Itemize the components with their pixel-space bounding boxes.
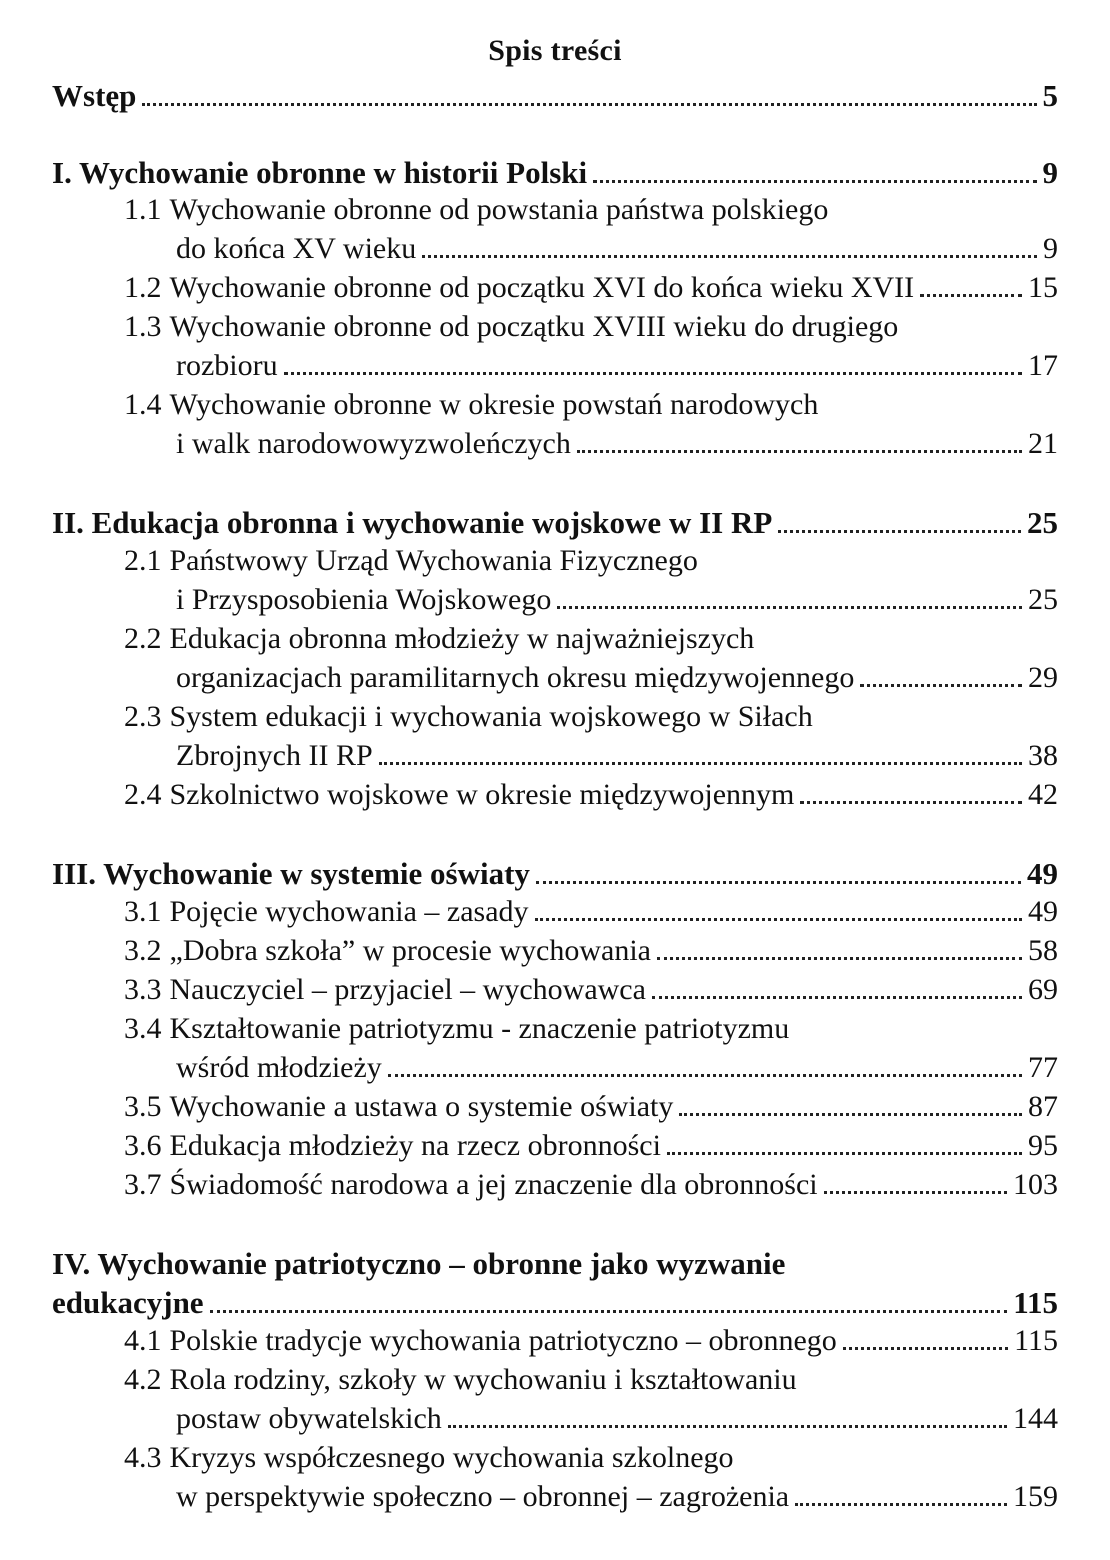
toc-section-2-1-cont bbox=[176, 583, 1058, 621]
section-label-line1: Kształtowanie patriotyzmu - znaczenie patriotyzmu bbox=[169, 1012, 790, 1045]
section-page-number: 77 bbox=[1028, 1051, 1058, 1084]
chapter-label: I. Wychowanie obronne w historii Polski bbox=[52, 155, 588, 190]
section-label-line2: organizacjach paramilitarnych okresu międzywojennego bbox=[176, 661, 855, 694]
section-page-number: 17 bbox=[1028, 349, 1058, 382]
section-page-number: 144 bbox=[1013, 1402, 1058, 1435]
dot-leader bbox=[379, 758, 1022, 765]
section-label: „Dobra szkoła” w procesie wychowania bbox=[169, 934, 651, 967]
section-page-number: 58 bbox=[1028, 934, 1058, 967]
section-page-number: 38 bbox=[1028, 739, 1058, 772]
section-page-number: 9 bbox=[1043, 232, 1058, 265]
section-number: 4.1 bbox=[124, 1324, 162, 1357]
dot-leader bbox=[800, 797, 1022, 804]
dot-leader bbox=[679, 1109, 1022, 1116]
dot-leader bbox=[388, 1070, 1022, 1077]
section-number: 2.4 bbox=[124, 778, 162, 811]
section-number: 2.2 bbox=[124, 622, 162, 655]
section-number: 3.7 bbox=[124, 1168, 162, 1201]
section-page-number: 21 bbox=[1028, 427, 1058, 460]
section-page-number: 25 bbox=[1028, 583, 1058, 616]
section-label: Pojęcie wychowania – zasady bbox=[169, 895, 529, 928]
entry-page-number: 5 bbox=[1042, 78, 1058, 113]
toc-chapter-4-cont bbox=[52, 1285, 1058, 1323]
toc-section-4-3-cont bbox=[176, 1480, 1058, 1518]
toc-section-1-2 bbox=[124, 271, 1058, 309]
section-number: 2.1 bbox=[124, 544, 162, 577]
section-number: 3.4 bbox=[124, 1012, 162, 1045]
section-label-line1: Kryzys współczesnego wychowania szkolnego bbox=[169, 1441, 734, 1474]
toc-section-3-1 bbox=[124, 895, 1058, 933]
toc-section-4-1 bbox=[124, 1324, 1058, 1362]
toc-chapter-3 bbox=[52, 856, 1058, 894]
section-number: 1.3 bbox=[124, 310, 162, 343]
section-label-line2: do końca XV wieku bbox=[176, 232, 417, 265]
toc-section-4-2 bbox=[124, 1363, 1058, 1401]
dot-leader bbox=[843, 1343, 1008, 1350]
section-label-line2: Zbrojnych II RP bbox=[176, 739, 373, 772]
dot-leader bbox=[824, 1187, 1007, 1194]
dot-leader bbox=[652, 992, 1022, 999]
toc-section-1-1 bbox=[124, 193, 1058, 231]
toc-section-1-3 bbox=[124, 310, 1058, 348]
section-label-line1: Edukacja obronna młodzieży w najważniejszych bbox=[169, 622, 755, 655]
toc-section-3-5 bbox=[124, 1090, 1058, 1128]
section-label-line2: w perspektywie społeczno – obronnej – zagrożenia bbox=[176, 1480, 790, 1513]
section-page-number: 115 bbox=[1014, 1324, 1058, 1357]
section-label-line1: Wychowanie obronne od początku XVIII wieku do drugiego bbox=[169, 310, 899, 343]
section-label: Świadomość narodowa a jej znaczenie dla obronności bbox=[169, 1168, 818, 1201]
chapter-page-number: 25 bbox=[1027, 505, 1058, 540]
dot-leader bbox=[860, 680, 1022, 687]
section-label-line1: Rola rodziny, szkoły w wychowaniu i kształtowaniu bbox=[169, 1363, 797, 1396]
dot-leader bbox=[795, 1499, 1007, 1506]
chapter-page-number: 115 bbox=[1013, 1285, 1058, 1320]
toc-chapter-1 bbox=[52, 155, 1058, 193]
toc-section-4-3 bbox=[124, 1441, 1058, 1479]
section-number: 1.2 bbox=[124, 271, 162, 304]
section-number: 1.4 bbox=[124, 388, 162, 421]
section-number: 1.1 bbox=[124, 193, 162, 226]
section-label-line2: i Przysposobienia Wojskowego bbox=[176, 583, 552, 616]
toc-section-2-3-cont bbox=[176, 739, 1058, 777]
section-page-number: 69 bbox=[1028, 973, 1058, 1006]
section-page-number: 15 bbox=[1028, 271, 1058, 304]
section-label: Szkolnictwo wojskowe w okresie międzywojennym bbox=[169, 778, 795, 811]
chapter-page-number: 49 bbox=[1027, 856, 1058, 891]
section-label: Polskie tradycje wychowania patriotyczno – obronnego bbox=[169, 1324, 837, 1357]
toc-section-1-1-cont bbox=[176, 232, 1058, 270]
chapter-label-line2: edukacyjne bbox=[52, 1285, 204, 1320]
section-number: 4.3 bbox=[124, 1441, 162, 1474]
section-label-line1: System edukacji i wychowania wojskowego w Siłach bbox=[169, 700, 813, 733]
section-page-number: 159 bbox=[1013, 1480, 1058, 1513]
section-page-number: 87 bbox=[1028, 1090, 1058, 1123]
section-label-line1: Państwowy Urząd Wychowania Fizycznego bbox=[169, 544, 698, 577]
toc-chapter-2 bbox=[52, 505, 1058, 543]
toc-section-1-4 bbox=[124, 388, 1058, 426]
section-page-number: 95 bbox=[1028, 1129, 1058, 1162]
section-label: Wychowanie obronne od początku XVI do końca wieku XVII bbox=[169, 271, 915, 304]
toc-section-2-1 bbox=[124, 544, 1058, 582]
section-number: 3.2 bbox=[124, 934, 162, 967]
toc-section-1-3-cont bbox=[176, 349, 1058, 387]
toc-section-3-4-cont bbox=[176, 1051, 1058, 1089]
dot-leader bbox=[593, 176, 1036, 183]
dot-leader bbox=[657, 953, 1022, 960]
dot-leader bbox=[284, 368, 1022, 375]
dot-leader bbox=[778, 526, 1021, 533]
toc-section-3-3 bbox=[124, 973, 1058, 1011]
dot-leader bbox=[557, 602, 1022, 609]
section-number: 4.2 bbox=[124, 1363, 162, 1396]
section-label-line1: Wychowanie obronne od powstania państwa polskiego bbox=[169, 193, 829, 226]
section-number: 3.3 bbox=[124, 973, 162, 1006]
section-page-number: 49 bbox=[1028, 895, 1058, 928]
section-label-line2: postaw obywatelskich bbox=[176, 1402, 442, 1435]
dot-leader bbox=[142, 99, 1036, 106]
section-label-line2: i walk narodowowyzwoleńczych bbox=[176, 427, 571, 460]
toc-entry-intro bbox=[52, 78, 1058, 116]
section-label: Edukacja młodzieży na rzecz obronności bbox=[169, 1129, 661, 1162]
toc-section-2-3 bbox=[124, 700, 1058, 738]
section-number: 2.3 bbox=[124, 700, 162, 733]
dot-leader bbox=[577, 446, 1022, 453]
dot-leader bbox=[448, 1421, 1007, 1428]
toc-section-3-7 bbox=[124, 1168, 1058, 1206]
chapter-page-number: 9 bbox=[1042, 155, 1058, 190]
section-label-line2: rozbioru bbox=[176, 349, 278, 382]
section-label-line2: wśród młodzieży bbox=[176, 1051, 382, 1084]
chapter-label: II. Edukacja obronna i wychowanie wojskowe w II RP bbox=[52, 505, 773, 540]
toc-section-3-2 bbox=[124, 934, 1058, 972]
chapter-label-line1: IV. Wychowanie patriotyczno – obronne jako wyzwanie bbox=[52, 1246, 786, 1281]
toc-section-2-2-cont bbox=[176, 661, 1058, 699]
toc-section-2-2 bbox=[124, 622, 1058, 660]
chapter-label: III. Wychowanie w systemie oświaty bbox=[52, 856, 530, 891]
section-label: Nauczyciel – przyjaciel – wychowawca bbox=[169, 973, 646, 1006]
dot-leader bbox=[422, 251, 1037, 258]
toc-chapter-4 bbox=[52, 1246, 1058, 1284]
section-page-number: 42 bbox=[1028, 778, 1058, 811]
dot-leader bbox=[667, 1148, 1022, 1155]
section-page-number: 103 bbox=[1013, 1168, 1058, 1201]
dot-leader bbox=[535, 914, 1022, 921]
toc-section-3-6 bbox=[124, 1129, 1058, 1167]
dot-leader bbox=[920, 290, 1022, 297]
section-label: Wychowanie a ustawa o systemie oświaty bbox=[169, 1090, 674, 1123]
section-label-line1: Wychowanie obronne w okresie powstań narodowych bbox=[169, 388, 819, 421]
entry-label: Wstęp bbox=[52, 78, 137, 113]
toc-section-4-2-cont bbox=[176, 1402, 1058, 1440]
page-title: Spis treści bbox=[488, 34, 622, 67]
dot-leader bbox=[210, 1306, 1008, 1313]
toc-section-2-4 bbox=[124, 778, 1058, 816]
section-page-number: 29 bbox=[1028, 661, 1058, 694]
toc-section-3-4 bbox=[124, 1012, 1058, 1050]
section-number: 3.5 bbox=[124, 1090, 162, 1123]
section-number: 3.1 bbox=[124, 895, 162, 928]
dot-leader bbox=[536, 877, 1021, 884]
section-number: 3.6 bbox=[124, 1129, 162, 1162]
toc-section-1-4-cont bbox=[176, 427, 1058, 465]
